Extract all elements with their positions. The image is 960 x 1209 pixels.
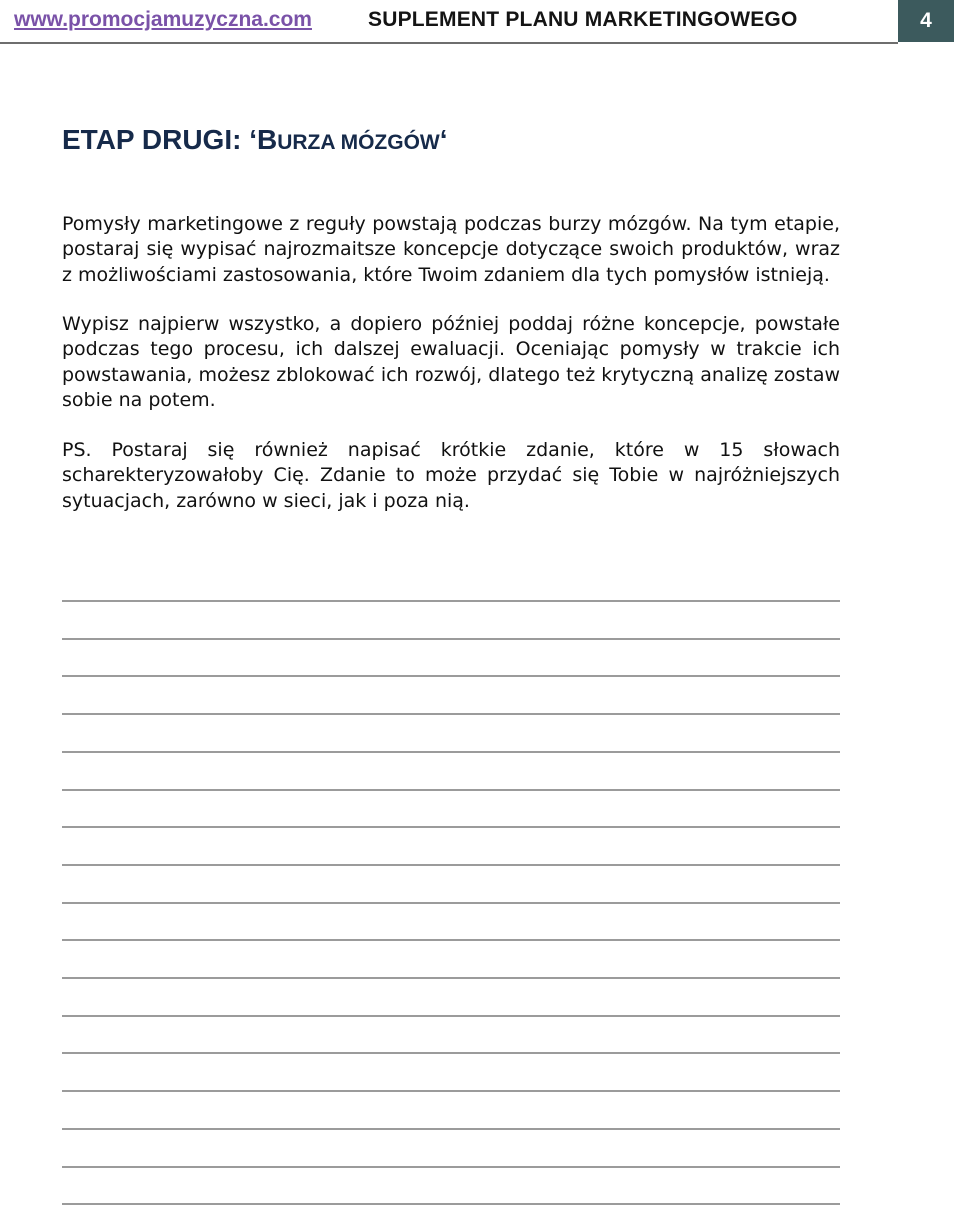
page-number: 4 [920, 9, 932, 32]
writing-line[interactable] [62, 1090, 840, 1092]
paragraph-intro: Pomysły marketingowe z reguły powstają podczas burzy mózgów. Na tym etapie, postaraj się wypisać najrozmaitsze koncepcje dotyczące swoich produktów, wraz z możliwościami zastosowania, które Twoim zdaniem dla tych pomysłów istnieją. [62, 213, 840, 286]
writing-line[interactable] [62, 864, 840, 866]
writing-line[interactable] [62, 939, 840, 941]
page-header [0, 0, 960, 44]
title-smallcaps: URZA MÓZGÓW [277, 131, 440, 154]
page-number-badge [898, 0, 954, 42]
writing-line[interactable] [62, 751, 840, 753]
writing-line[interactable] [62, 1128, 840, 1130]
writing-line[interactable] [62, 826, 840, 828]
writing-line[interactable] [62, 600, 840, 602]
writing-line[interactable] [62, 977, 840, 979]
writing-line[interactable] [62, 1166, 840, 1168]
writing-line[interactable] [62, 675, 840, 677]
paragraph-ps: PS. Postaraj się również napisać krótkie zdanie, które w 15 słowach scharekteryzowałoby Cię. Zdanie to może przydać się Tobie w najróżniejszych sytuacjach, zarówno w sieci, jak i poza nią. [62, 439, 840, 512]
header-divider [0, 42, 898, 44]
writing-line[interactable] [62, 789, 840, 791]
writing-line[interactable] [62, 638, 840, 640]
writing-line[interactable] [62, 1052, 840, 1054]
section-title [62, 124, 448, 156]
paragraph-instructions: Wypisz najpierw wszystko, a dopiero później poddaj różne koncepcje, powstałe podczas tego procesu, ich dalszej ewaluacji. Oceniając pomysły w trakcie ich powstawania, możesz zblokować ich rozwój, dlatego też krytyczną analizę zostaw sobie na potem. [62, 313, 840, 411]
writing-line[interactable] [62, 1203, 840, 1205]
writing-line[interactable] [62, 1015, 840, 1017]
title-initial: B [256, 124, 278, 155]
title-prefix: ETAP DRUGI: ‘ [62, 124, 257, 155]
writing-line[interactable] [62, 713, 840, 715]
writing-line[interactable] [62, 902, 840, 904]
title-suffix: ‘ [439, 124, 448, 155]
header-title: SUPLEMENT PLANU MARKETINGOWEGO [368, 8, 798, 31]
site-link[interactable]: www.promocjamuzyczna.com [14, 8, 312, 31]
